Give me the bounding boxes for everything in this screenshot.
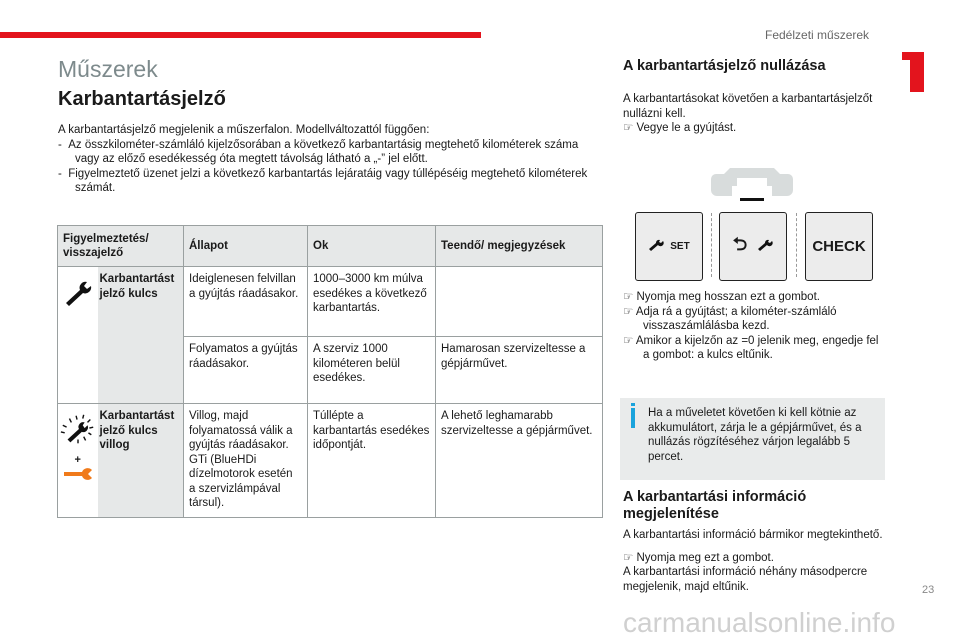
intro-bullet: - Az összkilométer-számláló kijelzősorában a következő karbantartásig megtehető kilométerek száma vagy az előző esedékesség óta megtett távolság látható a „-” jel előtt.	[58, 138, 579, 165]
indicator-label: Karbantartást jelző kulcs villog	[98, 404, 184, 518]
reset-step: ☞ Adja rá a gyújtást; a kilométer-számláló visszaszámlálásba kezd.	[623, 305, 837, 332]
section-heading: Karbantartásjelző	[58, 88, 226, 110]
action-cell	[436, 267, 603, 337]
cause-cell: Túllépte a karbantartás esedékes időpontját.	[308, 404, 436, 518]
flashing-wrench-icon	[59, 412, 97, 448]
warning-table	[57, 225, 603, 518]
info-text	[623, 528, 893, 594]
section-title: Fedélzeti műszerek	[765, 28, 870, 42]
back-wrench-button[interactable]	[719, 212, 787, 281]
page-number: 23	[922, 584, 935, 596]
orange-wrench-icon	[62, 467, 94, 481]
wrench-icon	[58, 267, 98, 404]
header-red-bar	[0, 32, 481, 38]
return-arrow-icon: ⮌	[732, 233, 748, 254]
cause-cell: 1000–3000 km múlva esedékes a következő karbantartás.	[308, 267, 436, 337]
col-header: Állapot	[184, 226, 308, 267]
info-step: ☞ Nyomja meg ezt a gombot.	[623, 551, 774, 564]
set-button[interactable]	[635, 212, 703, 281]
state-cell: Villog, majd folyamatossá válik a gyújtás ráadásakor. GTi (BlueHDi dízelmotorok esetén a szervizlámpával társul).	[184, 404, 308, 518]
info-heading: A karbantartási információ megjelenítése	[623, 489, 807, 522]
watermark: carmanualsonline.info	[623, 607, 896, 638]
divider	[711, 213, 712, 277]
col-header: Teendő/ megjegyzések	[436, 226, 603, 267]
action-cell: Hamarosan szervizeltesse a gépjárművet.	[436, 337, 603, 404]
check-button[interactable]: CHECK	[805, 212, 873, 281]
info-intro: A karbantartási információ bármikor megtekinthető.	[623, 529, 883, 541]
set-label: SET	[670, 241, 690, 252]
chapter-number-mark	[910, 52, 924, 92]
reset-step: ☞ Vegye le a gyújtást.	[623, 122, 737, 134]
state-cell: Folyamatos a gyújtás ráadásakor.	[184, 337, 308, 404]
divider	[796, 213, 797, 277]
table-header-row	[58, 226, 603, 267]
indicator-label: Karbantartást jelző kulcs	[98, 267, 184, 404]
cause-cell: A szerviz 1000 kilométeren belül esedékes.	[308, 337, 436, 404]
info-icon	[631, 408, 635, 428]
flashing-wrench-icons	[58, 404, 98, 518]
col-header: Figyelmeztetés/ visszajelző	[58, 226, 184, 267]
intro-line: A karbantartásjelző megjelenik a műszerfalon. Modellváltozattól függően:	[58, 124, 430, 136]
reset-step: ☞ Nyomja meg hosszan ezt a gombot.	[623, 291, 820, 303]
reset-text	[623, 92, 883, 136]
plus-sign: +	[74, 453, 81, 466]
col-header: Ok	[308, 226, 436, 267]
instrument-panel-icon	[710, 166, 794, 202]
table-row	[58, 404, 603, 518]
intro-bullet: - Figyelmeztető üzenet jelzi a következő karbantartás lejáratáig vagy túllépéséig megtehető kilométerek számát.	[58, 167, 588, 194]
reset-intro: A karbantartásokat követően a karbantartásjelzőt nullázni kell.	[623, 93, 873, 120]
wrench-icon	[648, 239, 664, 254]
action-cell: A lehető leghamarabb szervizeltesse a gépjárművet.	[436, 404, 603, 518]
wrench-icon	[757, 239, 773, 254]
page-title: Műszerek	[58, 56, 158, 82]
info-result: A karbantartási információ néhány másodpercre megjelenik, majd eltűnik.	[623, 566, 868, 593]
info-box: Ha a műveletet követően ki kell kötnie az akkumulátort, zárja le a gépjárművet, és a nullázás rögzítéséhez várjon legalább 5 percet.	[620, 398, 885, 480]
intro-text	[58, 123, 598, 196]
reset-step: ☞ Amikor a kijelzőn az =0 jelenik meg, engedje fel a gombot: a kulcs eltűnik.	[623, 334, 879, 361]
state-cell: Ideiglenesen felvillan a gyújtás ráadásakor.	[184, 267, 308, 337]
reset-steps	[623, 290, 888, 363]
table-row	[58, 267, 603, 337]
reset-heading: A karbantartásjelző nullázása	[623, 58, 826, 74]
